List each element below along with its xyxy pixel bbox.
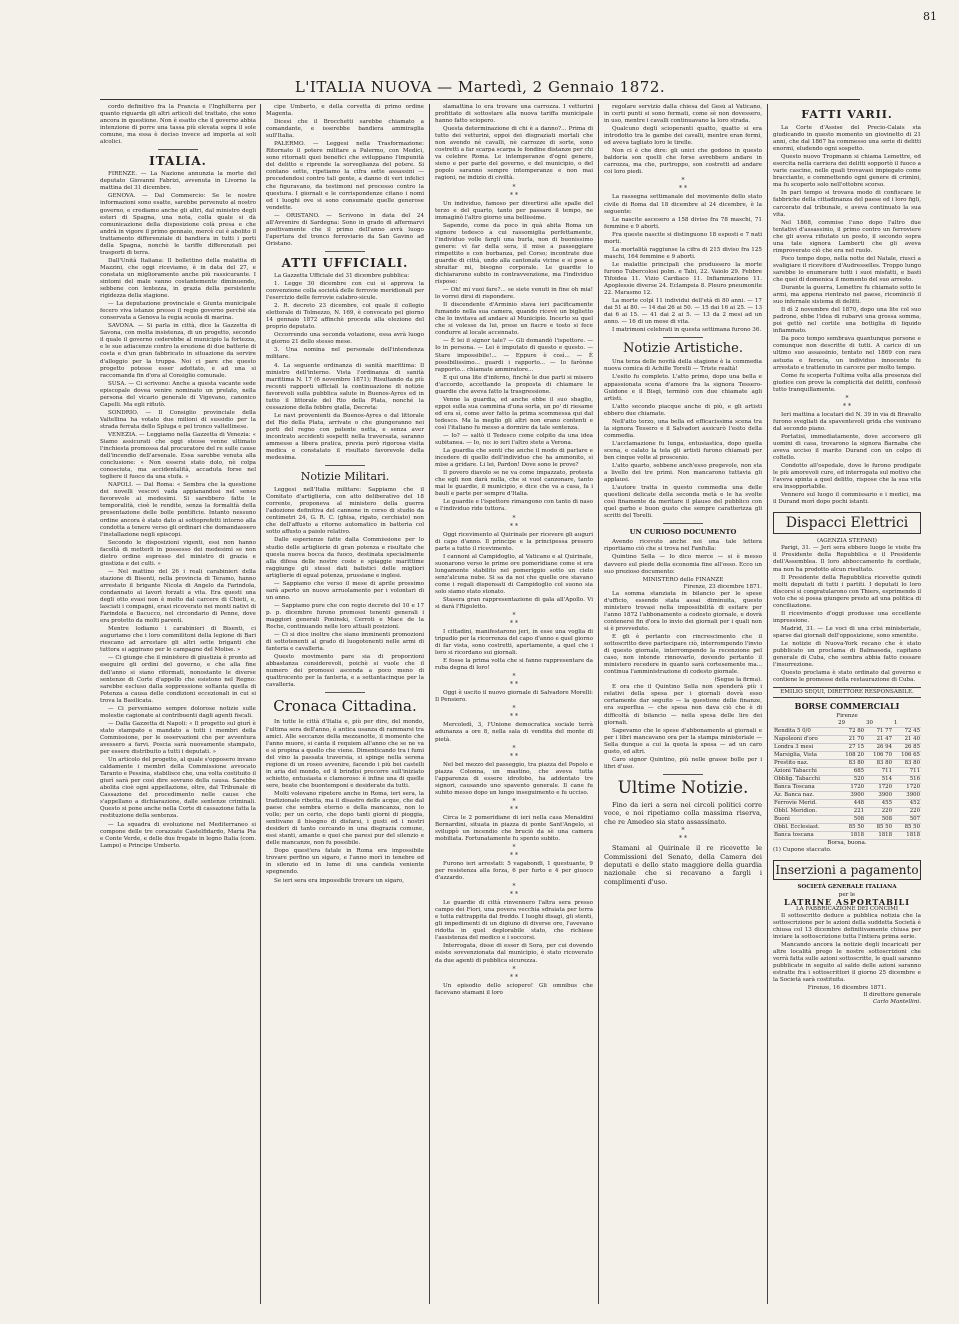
paragraph: cordo definitivo fra la Francia e l'Inghilterra per quanto riguarda gli altri articoli del trattato, che sono ancora in questione. Non è esatto che il governo abbia intenzione di porre una tassa più elevata sopra il sole comune, ma essa è deciso invece ad imporla ai soli alcolici. bbox=[100, 104, 256, 146]
table-cell: 106 65 bbox=[893, 752, 921, 760]
paragraph: La guardia che senti che anche il modo di parlare e incedere di quello dell'individuo che ha ammonito, si mise a gridare. Li lei, Pardon! Dove sono le prove? bbox=[435, 448, 593, 469]
paragraph: Condotto all'ospedale, dove le furono prodigate le più amorevoli cure, ed interrogata sul motivo che l'aveva spinta a quel delitto, rispose che la sua vita era insopportabile. bbox=[773, 463, 921, 491]
divider bbox=[325, 251, 365, 252]
separator-asterisks: * * * bbox=[843, 394, 851, 410]
paragraph: cipe Umberto, e della corvetta di primo ordine Magenta. bbox=[266, 104, 424, 118]
separator-asterisks: * * * bbox=[510, 673, 518, 689]
table-header-row bbox=[773, 720, 921, 728]
paragraph: — Oh! mi vuoi fare?... se siete venuti in fine oh mia! lo vorrei dirsi di rispondere. bbox=[435, 287, 593, 301]
paragraph: Il sottoscritto deduce a pubblica notizia che la sottoscrizione per le azioni della suddetta Società è chiusa col 13 dicembre definitivamente chiusa per inviare la sottoscrizione tutta l'intiera prima serie. bbox=[773, 912, 921, 940]
section-heading-documento: UN CURIOSO DOCUMENTO bbox=[629, 528, 737, 537]
table-cell: 685 bbox=[837, 768, 865, 776]
table-cell: 221 bbox=[837, 808, 865, 816]
paragraph: Le guardie di città rinvennero l'altra sera presso campo dei Fiori, una povera vecchia sdraiata per terra e tutta rattrappita dal freddo. I luoghi disagi, gli stenti, gli impedimenti di un digiuno di diverse ore, l'avevano ridotta in quel deplorabile stato, che richiese l'assistenza del medico e i soccorsi. bbox=[435, 900, 593, 942]
paragraph: E qui una lite d'inferno, finchè le due parti si misero d'accordo, accettando la proposta di chiamare le guardie che aveva fatto la trasgressione. bbox=[435, 374, 593, 395]
divider bbox=[158, 149, 198, 150]
table-cell: Marsiglia, Vista bbox=[773, 752, 837, 760]
paragraph: Il ricevimento d'oggi produsse una eccellente impressione. bbox=[773, 610, 921, 624]
paragraph: — La deputazione provinciale e Giunta municipale fecero viva istanze presso il regio governo perchè sia conservata a Genova la regia scuola di marina. bbox=[100, 301, 256, 322]
table-cell: 83 80 bbox=[837, 760, 865, 768]
table-cell: Obbl. Ecclesiast. bbox=[773, 824, 837, 832]
paragraph: Questo proclama è stato ordinato dal governo e contiene le promesse della restaurazione di Cuba. bbox=[773, 670, 921, 684]
table-cell: 514 bbox=[865, 776, 893, 784]
paragraph: E gli è pertanto con rincrescimento che il sottoscritto deve partecipare ciò, interrompendo l'invio di questo giornale, interrompendo la recenzione pel caso, non intende rinnovarlo, dovendo pertanto il ministero recedere in quanto sarà cortesemente ma... continua l'amministrazione di codesto giornale. bbox=[604, 634, 762, 676]
paragraph: — Io? — saltò il Tedesco come colpito da una idea subitanea. — Io, no: io ieri l'altro stete a Verona. bbox=[435, 433, 593, 447]
table-row bbox=[773, 776, 921, 784]
paragraph: regolare servizio dalla chiesa del Gesù al Vaticano, in certi punti si sono fermati, come sè non dovessero, in uso, mentre i cavalli continuavano la loro strada. bbox=[604, 104, 762, 125]
table-row bbox=[773, 816, 921, 824]
table-cell: 108 20 bbox=[837, 752, 865, 760]
ad-title: LATRINE ASPORTABILI bbox=[783, 896, 910, 907]
table-cell: Prestito naz. bbox=[773, 760, 837, 768]
paragraph: Molti volevano ripetere anche in Roma, ieri sera, la tradizionale ribotta, ma il disastro delle acque, che dal paese che sembra eterno e della mancanza, non lo volle; per un certo, che dopo tanti giorni di pioggia, sentivano il bisogno di disfarsi, i gusti ed i nostri desideri di tanto cercando in una disgrazia comune, essi stanti, amante e quei che paresi pur del silenzio e delle mancanze, non fu possibile. bbox=[266, 790, 424, 847]
paragraph: Un individuo, famoso per divertirsi alle spalle del terzo e del quarto, tanto per passare il tempo, ne immaginò l'altro giorno una bellissime. bbox=[435, 200, 593, 221]
section-heading-militari: Notizie Militari. bbox=[300, 470, 390, 484]
ad-date: Firenze, 16 dicembre 1871. bbox=[807, 985, 887, 992]
paragraph: SONDRIO. — Il Consiglio provinciale della Valtellina ha votato due milioni di sussidio per la strada ferrata dello Spluga e pel tronco valtellinese. bbox=[100, 409, 256, 430]
paragraph: Questo nuovo Tropmann si chiama Lemettre, ed esercita nella carriera dei delitti sopportò il fuoco a varie cascine, nelle quali trovavasi impiegato come bracciante, e commettendo ogni genere di crimini, ma fu scoperto solo nell'ottobre scorso. bbox=[773, 154, 921, 189]
column-2 bbox=[266, 104, 424, 1304]
document-date: Firenze, 23 dicembre 1871. bbox=[683, 583, 762, 590]
divider bbox=[325, 692, 365, 693]
stock-table-body bbox=[773, 728, 921, 840]
table-cell: 71 77 bbox=[865, 728, 893, 736]
paragraph: Fra queste nascite si distinguono 18 esposti e 7 nati morti. bbox=[604, 231, 762, 245]
table-row bbox=[773, 728, 921, 736]
paragraph: Le notizie di Nuova-York recano che è stato pubblicato un proclama di Balmaseda, capitano generale di Cuba, che sembra abbia fatto cessare l'insurrezione. bbox=[773, 641, 921, 669]
paragraph: 2. R. decreto 23 dicembre, col quale il collegio elettorale di Tolmezzo, N. 169, è convocato pel giorno 14 gennaio 1872 affinchè proceda alla elezione del proprio deputato. bbox=[266, 303, 424, 331]
paragraph: Stasera gran rappresentazione di gala all'Apollo. Vi si darà l'Rigoletto. bbox=[435, 596, 593, 610]
paragraph: Le navi provenienti da Buenos-Ayres e dal littorale del Rio della Plata, arrivate o che giungeranno nei porti del regno con patente netta, e senza aver incontrato accidenti sospetti nella traversata, saranno ammesse a libera pratica, previa però rigorosa visita medica e constatato il risultato favorevole della medesima. bbox=[266, 412, 424, 462]
paragraph: — Ci si dice inoltre che siano imminenti promozioni di sottotenenti al grado di luogotenenti nelle armi di fanteria e cavalleria. bbox=[266, 632, 424, 653]
table-cell: 711 bbox=[865, 768, 893, 776]
ad-subtitle: LA FABBRICAZIONE DEI CONCIMI bbox=[795, 905, 899, 912]
table-cell: 21 70 bbox=[837, 736, 865, 744]
paragraph: Oggi ricevimento al Quirinale per ricevere gli auguri di capo d'anno. Il principe e la principessa presero parte a tutto il ricevimento. bbox=[435, 531, 593, 552]
paragraph: Non ci è che dire: gli unici che godono in questo baldoria son quelli che forse avrebbero andare in carrozza, ma che, purtroppo, son costretti ad andare coi loro piedi. bbox=[604, 148, 762, 176]
table-cell: Rendita 5 0/0 bbox=[773, 728, 837, 736]
paragraph: La rassegna settimanale del movimento dello stato civile di Roma dal 18 dicembre al 24 dicembre, è la seguente: bbox=[604, 194, 762, 215]
paragraph: Mentre lodiamo i carabinieri di Bisenti, ci auguriamo che i loro commilitoni della legione di Bari riescano ad arrestare gli altri sette briganti che tuttora si aggirano per le campagne del Molise. » bbox=[100, 626, 256, 654]
paragraph: Dalle esperienze fatte dalla Commissione per lo studio delle artiglierie di gran potenza e risultate che questa nuova bocca da fuoco, destinata specialmente alla difesa delle nostre coste e spiaggie marittime raggiunge gli stessi dati balistici delle migliori artiglierie di egual potenza, prussiane e inglesi. bbox=[266, 537, 424, 579]
table-cell: 220 bbox=[865, 808, 893, 816]
section-heading-cronaca: Cronaca Cittadina. bbox=[273, 697, 417, 716]
paragraph: Quintino Sella — Io dico merce — si è messo davvero sul piede della economia fine all'osso. Ecco un suo prezioso documento: bbox=[604, 554, 762, 575]
separator-asterisks: * * * bbox=[510, 797, 518, 813]
paragraph: Poco tempo dopo, nella notte del Natale, riuscì a svaligiare il ricevitore d'Audresselles. Troppo lungo sarebbe lo enumerare tutti i suoi misfatti, e basti che quei di domenica il momento del suo arresto. bbox=[773, 255, 921, 283]
paragraph: Un articolo del progetto, al quale s'opposero invano caldamente i membri della Commissione avvocato Taranto e Pessina, stabilisce che, una volta costituito il giurì sarà per così dire sovrano della causa. Sarebbe abolita cioè ogni appellazione, oltre, dal Tribunale di Cassazione del procedimento nelle cause che s'appellano a dichiarazione, dalle sentenze criminali. Questo si pone anche nella Corte di cassazione fatta la restituzione della sentenza. bbox=[100, 757, 256, 820]
table-cell: Banca toscana bbox=[773, 832, 837, 840]
paragraph: Durante la guerra, Lemettre fu chiamato sotto le armi, ma appena rientrato nel paese, ricominciò il suo infernale sistema di delitti. bbox=[773, 285, 921, 306]
table-cell: 508 bbox=[837, 816, 865, 824]
paragraph: Secondo le disposizioni vigenti, essi non hanno facoltà di metterli in possesso dei medesimi se non dietro ordine espresso del ministro di grazia e giustizia e dei culti. » bbox=[100, 539, 256, 567]
table-cell: 83 80 bbox=[865, 760, 893, 768]
paragraph: Dall'Unità Italiana: Il bollettino della malattia di Mazzini, che oggi riceviamo, è in data del 27, e constata un miglioramento anche più rassicurante. I sintomi del male vanno costantemente diminuendo, sebbene con lentezza, in grazia della persistente rigidezza della stagione. bbox=[100, 257, 256, 300]
ad-company: SOCIETÀ GENERALE ITALIANA bbox=[797, 884, 897, 891]
paragraph: L'acclamazione fu lunga, entusiastica, dopo quella scena, e calato la tela gli artisti furono chiamati per ben cinque volte al proscenio. bbox=[604, 440, 762, 461]
table-cell: Obbl. Meridion. bbox=[773, 808, 837, 816]
table-cell: 520 bbox=[837, 776, 865, 784]
paragraph: SAVONA. — Si parla in città, dice la Gazzetta di Savona, con molta insistenza, di un progetto, secondo il quale il governo cederebbe al municipio la fortezza, e le sue adiacenze contro la erezione di due batterie di costa e d'un gran fabbricato in situazione da servire d'alloggio per la truppa. Noi ci pare che questo progetto potesse esser adottato, e ad una si raccomanda fin d'ora al Consiglio comunale. bbox=[100, 323, 256, 379]
table-cell: 26 94 bbox=[865, 744, 893, 752]
table-header: 29 bbox=[837, 720, 865, 728]
table-cell: 507 bbox=[893, 816, 921, 824]
paragraph: La somma stanziata in bilancio per le spese d'ufficio, essendo stata assai diminuita, questo ministero trovasi nella impossibilità di esitare per l'anno 1872 l'abbonamento a codesto giornale, e dovrà contenersi fin d'ora lo invio dei giornali per i quali non si è provveduto. bbox=[604, 590, 762, 632]
paragraph: Mercoledì, 3, l'Unione democratica sociale terrà adunanza a ore 8, nella sala di vendita del monte di pietà. bbox=[435, 722, 593, 743]
paragraph: In tutte le città d'Italia e, più per dire, del mondo, l'ultima sera dell'anno, è antica usanza di rammarsi tra amici. Alle seccanze della mezzanotte, il momento che l'anno muore, si canta il requiem all'anno che se ne va e si propina a quello che viene. Dimenticando tra i fumi del vino la passata traversia, si spinge nella serena regione di un roseo avvenire, facendo i più bei castelli in aria del mondo, ed il brindisi precorre sull'iniziato schietto, entusiasta e clamoroso: è infine una di quelle sere, beate che buontemponi e desiderate da tutti. bbox=[266, 719, 424, 789]
paragraph: — Sappiamo che verso il mese di aprile prossimo sarà aperto un nuovo arruolamento per i volontari di un anno. bbox=[266, 580, 424, 601]
section-heading-ultime: Ultime Notizie. bbox=[617, 777, 749, 798]
ad-signature-name: Carlo Mantellini. bbox=[873, 999, 921, 1006]
section-heading-borse: BORSE COMMERCIALI bbox=[794, 701, 900, 712]
paragraph: Fino da ieri a sera nei circoli politici corre voce, e noi ripetiamo colla massima riserva, che re Amedeo sia stato assassinato. bbox=[604, 800, 762, 826]
table-cell: 72 80 bbox=[837, 728, 865, 736]
paragraph: — È lei il signor tale? — Gli domandò l'ispettore. — Io in persona. — Lei è imputato di questo e questo. — Stare impossibile!... — Eppure è così... — È possibilissimo... guardi i rapporto... — Io farònne rapporto... chiamate ammiratore... bbox=[435, 338, 593, 373]
table-row bbox=[773, 744, 921, 752]
borse-footnote: (1) Cupone staccato. bbox=[773, 847, 832, 854]
table-row bbox=[773, 760, 921, 768]
paragraph: Sapevamo che le spese d'abbonamento ai giornali e per i libri mancavano ora per la stampa ministeriale — Sella dunque a cui la quota la spesa — ad un caro gusto, ed altri. bbox=[604, 727, 762, 755]
table-cell: 448 bbox=[837, 800, 865, 808]
paragraph: Portatisi, immediatamente, dove accorsero gli uomini di casa, trovarono la signora Barnaba che aveva ucciso il marito Durand con un colpo di coltello. bbox=[773, 433, 921, 462]
paragraph: La morte colpì 11 individui dell'età di 80 anni. — 17 dai 51 ai 80. — 14 dai 26 ai 50. — 15 dai 16 ai 25. — 13 dai 6 ai 15. — 41 dai 2 ai 5. — 13 da 2 mesi ad un anno. — 16 di un mese di vita. bbox=[604, 298, 762, 326]
divider bbox=[663, 523, 703, 524]
paragraph: Questo movimento pare sia di proporzioni abbastanza considerevoli, poichè si vuole che il numero dei promossi ascenda a poco meno di quattrocento per la fanteria, e a settantacinque per la cavalleria. bbox=[266, 654, 424, 689]
paragraph: Parigi, 31. — Jeri sera ebbero luogo le visite fra il Presidente della Repubblica e il Presidente dell'Assemblea. Il loro abboccamento fu cordiale, ma non ha prodotto alcun risultato. bbox=[773, 545, 921, 573]
column-5 bbox=[773, 104, 921, 1304]
table-cell: Napoleoni d'oro bbox=[773, 736, 837, 744]
table-cell: Az. Banca naz. bbox=[773, 792, 837, 800]
column-3 bbox=[435, 104, 593, 1304]
table-cell: 1720 bbox=[893, 784, 921, 792]
table-row bbox=[773, 800, 921, 808]
table-cell: 3900 bbox=[837, 792, 865, 800]
document-header: MINISTERO delle FINANZE bbox=[642, 576, 724, 583]
table-cell: 85 50 bbox=[837, 824, 865, 832]
column-1 bbox=[100, 104, 256, 1304]
paragraph: VENEZIA. — Leggiamo nella Gazzetta di Venezia: « Siamo assicurati che oggi stesse venne ultimato l'inchiesta promossa dal procuratore del re sulle cause dell'incendio dell'arsenale. Essa sarebbe venuta alla conclusione: « Non essersi stato dolo, nè colpa conosciuta, ma accidentalità, accaduta forse nel togliere il fuoco da una stufa. » bbox=[100, 431, 256, 481]
paragraph: E ora che il Quintino Sella non spenderà più i relativi della spesa per i giornali dovrà esso certamente dar seguito — la questione delle finanze, era superflua — che spesa non dava ciò che è di difficoltà di bilancio — nella spesa delle lire dei giornali. bbox=[604, 684, 762, 726]
paragraph: Le guardie e l'ispettore rimangono con tanto di naso e l'individuo ride tuttora. bbox=[435, 499, 593, 513]
table-header bbox=[773, 720, 837, 728]
paragraph: — Nel mattino del 26 i reali carabinieri della stazione di Bisenti, nella provincia di Teramo, hanno arrestato il brigante Nicola di Angelo da Farindola, condannato ai lavori forzati a vita. Era questi una degli otto evasi non è molto dal carcere di Chieti, e, lasciati i compagni, erasi ricoverato nei monti nativi di Farindola e Bacucco, nel circondario di Penne, dove era protetto da molti parenti. bbox=[100, 568, 256, 625]
column-rule bbox=[429, 104, 430, 1304]
paragraph: Una terza delle novità della stagione è la commedia nuova comica di Achille Torelli — Triste realtà! bbox=[604, 359, 762, 373]
divider bbox=[663, 337, 703, 338]
separator-asterisks: * * * bbox=[510, 183, 518, 199]
table-cell: 21 40 bbox=[893, 736, 921, 744]
paragraph: Qualcuno degli scioperanti quatto, quatto si era introdotto tra le gambe dei cavalli, mentre eran fermi, ed aveva tagliato loro le tirelle. bbox=[604, 126, 762, 147]
ad-signature-title: Il direttore generale bbox=[863, 992, 921, 999]
separator-asterisks: * * * bbox=[679, 827, 687, 843]
table-cell: 516 bbox=[893, 776, 921, 784]
separator-asterisks: * * * bbox=[510, 965, 518, 981]
borse-note: Borsa, buona. bbox=[827, 840, 867, 847]
table-cell: 72 45 bbox=[893, 728, 921, 736]
table-cell: 1818 bbox=[865, 832, 893, 840]
paragraph: Dicesi che il Brocchetti sarebbe chiamato a comandante, e isserebbe bandiera ammiraglia sull'Italia. bbox=[266, 119, 424, 140]
section-heading-italia: ITALIA. bbox=[149, 154, 207, 169]
paragraph: L'esito fu completo. L'atto primo, dopo una bella e appassionata scena d'amore fra la signora Tessero-Guidone e il Bisgi, terminò con due chiamate agli artisti. bbox=[604, 374, 762, 402]
table-row bbox=[773, 832, 921, 840]
borse-place: Firenze bbox=[836, 713, 858, 720]
paragraph: Leggesi nell'Italia militare: Sappiamo che il Comitato d'artiglieria, con atto deliberativo del 18 corrente, proponeva al ministero della guerra l'adozione definitiva del cannone in corso di studio da centimetri 24, G. R. C. (ghisa, rigato, cerchiato) non che dell'affusto a ritorno automatico in batteria col sotto affusto a paiolo relativo. bbox=[266, 487, 424, 536]
section-heading-inserzioni: Inserzioni a pagamento bbox=[773, 860, 921, 880]
table-cell: 85 50 bbox=[865, 824, 893, 832]
paragraph: Circa le 2 pomeridiane di ieri nella casa Menaldini Bernardini, situata in piazza di ponte Sant'Angelo, si sviluppò un incendio che bruciò da sè una camera mobiliata. Fortunatamente fu spento subito. bbox=[435, 814, 593, 842]
paragraph: slamattina lo era trovare una carrozza. I vetturini profittato di sottostare alla nuova tariffa municipale hanno fatto sciopero. bbox=[435, 104, 593, 125]
paragraph: SUSA. — Ci scrivono: Anche a questa vacante sede episcopale dovea venire nominato un prelato, nella persona del vicario generale di Vigevano, canonico Capelli. Ma egli rifiutò. bbox=[100, 380, 256, 408]
paragraph: Interrogata, disse di esser di Sora, per cui dovendo esiste sovvenzionata dal municipio, è stato ricoverato da due agenti di pubblica sicurezza. bbox=[435, 943, 593, 964]
paragraph: Nel bel mezzo del passeggio, tra piazza del Popolo e piazza Colonna, un mastino, che aveva tutta l'apparenza di essere idrofobo, ha addentato tre signori, causando uno spavento generale. Il cane fu subito messo dopo un lungo inseguimento e fu ucciso. bbox=[435, 761, 593, 796]
paragraph: PALERMO. — Leggesi nella Trasformazione: Ritornato il potere militare a Palermo, con Medici, sono ritornati quei benefici che sviluppano l'impunità del delitto e riprende la sorveglianza del potere. Si contano sette, ripetiamo la cifra sette assassini — precedendosi contro tali gente, a danno di veri infelici che figuravano, da testimoni nel processo contro la questura. I giornali e le corrispondenze citano i nomi ed i luoghi ove si sono consumate quelle generose vendette. bbox=[266, 141, 424, 211]
table-cell: Ferrovie Merid. bbox=[773, 800, 837, 808]
paragraph: — ORISTANO. — Scrivono in data del 24 all'Avvenire di Sardegna: Sono in grado di affermarvi positivamente che il primo dell'anno avrà luogo l'apertura del tronco ferroviario da San Gavino ad Oristano. bbox=[266, 212, 424, 247]
table-cell: 711 bbox=[893, 768, 921, 776]
section-heading-atti: ATTI UFFICIALI. bbox=[281, 255, 409, 270]
paragraph: 4. La seguente ordinanza di sanità marittima: Il ministro dell'interno. Vista l'ordinanza di sanità marittima N. 17 (6 novembre 1871); Risultando da più recenti rapporti ufficiali la continuazione di notizie favorevoli sulla pubblica salute in Buenos-Ayres ed in tutto il littorale del Rio della Plata, nonché la cessazione della febbre gialla, Decreta: bbox=[266, 362, 424, 411]
divider bbox=[663, 774, 703, 775]
table-cell: Banca Toscana bbox=[773, 784, 837, 792]
paragraph: Le nascite ascesero a 158 diviso fra 78 maschi, 71 femmine e 9 aborti. bbox=[604, 216, 762, 230]
table-row bbox=[773, 792, 921, 800]
document-signature: (Segue la firma). bbox=[714, 677, 762, 684]
paragraph: Madrid, 31. — Le voci di una crisi ministeriale, sparse dai giornali dell'opposizione, sono smentite. bbox=[773, 625, 921, 639]
table-cell: 3900 bbox=[865, 792, 893, 800]
stock-table bbox=[773, 720, 921, 840]
paragraph: E fosse la prima volta che si fanno rappresentare da ruba degna di loro! bbox=[435, 658, 593, 672]
dispatch-source: (AGENZIA STEFANI) bbox=[817, 538, 877, 545]
paragraph: Da poco tempo sembrava quantunque persone e comunque non descritte di tutti. A carico di un ultimo suo assassinio, tentato nel 1869 con rara astuzia e ferocia, un individuo innocente fu arrestato e trattenuto in carcere per molto tempo. bbox=[773, 336, 921, 371]
paragraph: Nel 1868, commise l'uno dopo l'altro due tentativi d'assassinio, il primo contro un ferroviere che gli aveva rifiutato un posto, il secondo sopra una tale signora Lamberti che gli aveva rimproverato ciò che era nel ruolo. bbox=[773, 219, 921, 254]
table-cell: 1720 bbox=[865, 784, 893, 792]
paragraph: Il dì 2 novembre del 1870, dopo una lite col suo padrone, ebbe l'idea di rubarvi una grossa somma, poi gettò nel cortile una bottiglia di liquido infiammato. bbox=[773, 307, 921, 335]
paragraph: GENOVA. — Dal Commercio: Se le nostre informazioni sono esatte, sarebbe pervenuto al nostro governo, e crediamo anche gli altri, dal ministro degli esteri di Spagna, una nota, colla quale si dà comunicazione della disposizione colà presa e che andrà in vigore il primo gennaio, mercè cui è abolito il trattamento differenziale di bandiera in tutti i porti della Spagna, nonchè le tariffe differenziali pei trasporti di terra. bbox=[100, 193, 256, 256]
column-4 bbox=[604, 104, 762, 1304]
separator-asterisks: * * * bbox=[510, 744, 518, 760]
table-cell: 1818 bbox=[893, 832, 921, 840]
paragraph: Un episodio dello sciopero! Gli omnibus che facevano stamani il loro bbox=[435, 982, 593, 996]
table-cell: 26 85 bbox=[893, 744, 921, 752]
table-cell: 220 bbox=[893, 808, 921, 816]
table-cell: Obblig. Tabacchi bbox=[773, 776, 837, 784]
separator-asterisks: * * * bbox=[679, 177, 687, 193]
table-cell: 85 50 bbox=[893, 824, 921, 832]
paragraph: Come fu scoperta l'ultima volta alla presenza del giudice con prove la complicità dei delitti, confessò tutto tranquillamente. bbox=[773, 372, 921, 393]
paragraph: Le malattie principali che produssero la morte furono Tubercolosi polm. e Tabi, 22. Vaiolo 29. Febbre Tifoidea 11. Vizio Cardiaco 11. Infiammazione 11. Apoplessie diverse 24. Eclampsia 8. Pleuro pneumonite 22. Marasmo 12. bbox=[604, 261, 762, 297]
masthead-rule bbox=[100, 99, 860, 100]
page-number: 81 bbox=[923, 10, 937, 23]
paragraph: — Ci perveniamo sempre dolorose notizie sulle molestie cagionate ai contribuenti dagli agenti fiscali. bbox=[100, 705, 256, 719]
table-row bbox=[773, 736, 921, 744]
paragraph: Vennero sul luogo il commissario e i medici, ma il Durand morì dopo pochi istanti. bbox=[773, 492, 921, 506]
table-row bbox=[773, 808, 921, 816]
paragraph: Sapendo, come da poco in quà abita Roma un signore tedesco a cui rassomiglia perfettamente, l'individuo volle fargli una burla, non di buonissimo genere: vi far della sera, il mise a passeggiare rimpettito e con burbanza, pel Corso; incontrate due guardie di città, undo alla cantonata vicine e si pose a sbraitar mi, bisogno corporale. Le guardie lo dichiararono subito in contravvenzione, ma l'individuo rispose: bbox=[435, 222, 593, 286]
section-heading-dispacci: Dispacci Elettrici bbox=[773, 512, 921, 534]
table-row bbox=[773, 768, 921, 776]
masthead: L'ITALIA NUOVA — Martedì, 2 Gennaio 1872. bbox=[294, 78, 666, 96]
paragraph: — Dalla Gazzetta di Napoli: « Il progetto sul giurì è stato stampato e mandato a tutti i membri della Commissione, per le osservazioni che per avventura avessero a farvi. Poscia sarà nuovamente stampato, per essere distribuito a tutti i deputati. » bbox=[100, 720, 256, 756]
separator-asterisks: * * * bbox=[510, 843, 518, 859]
section-heading-artistiche: Notizie Artistiche. bbox=[623, 341, 743, 357]
section-heading-fatti: FATTI VARII. bbox=[801, 108, 893, 121]
table-cell: 452 bbox=[893, 800, 921, 808]
paragraph: Ieri mattina a locatari del N. 39 in via di Bravallo furono svegliati da spaventevoli grida che venivano dal secondo piano. bbox=[773, 411, 921, 432]
paragraph: Avendo ricevuto anche noi una tale lettera riportiamo ciò che si trova nel Fanfulla: bbox=[604, 539, 762, 553]
paragraph: — Ci giunge che il ministero di giustizia è pronto ad eseguire gli ordini del governo, e che alla fine dell'anno si siano riformati, nonostante le diverse sentenze di Corte d'appello che esistono nel Regno: sarebbe escluso dalla soppressione soltanta quella di Potenza a causa delle condizioni eccezionali in cui si trova la Basilicata. bbox=[100, 655, 256, 704]
column-rule bbox=[260, 104, 261, 1304]
table-row bbox=[773, 824, 921, 832]
paragraph: FIRENZE. — La Nazione annunzia la morte del deputato Giovanni Fabrizi, avvenuta in Livorno la mattina del 31 dicembre. bbox=[100, 171, 256, 192]
paragraph: Venne la guardia, ed anche ebbe il suo sbaglio, eppoi sulla sua cammina d'una sorta, un po' di riesame ed era sì, come aver fatto la prima scommessa qui dal tedesco. Ma la meglio gli altri non erano contenti e così l'italiano fu messo a dormire da tale sentenza. bbox=[435, 396, 593, 431]
paragraph: Mancando ancora la notizie degli incaricati per altre località prego le nostre sottoscrizioni che verrà fatta sulle azioni sottoscritte, le quali saranno pubblicate in seguito al saldo delle azioni saranno estratte fra i sottoscrittori il giorno 25 dicembre e la Società sarà costituita. bbox=[773, 941, 921, 984]
table-row bbox=[773, 784, 921, 792]
table-cell: 83 80 bbox=[893, 760, 921, 768]
column-rule bbox=[767, 104, 768, 1304]
table-cell: 27 15 bbox=[837, 744, 865, 752]
paragraph: Stamani al Quirinale il re ricevette le Commissioni del Senato, della Camera dei deputati e dello stato maggiore della guardia nazionale che si recavano a fargli i complimenti d'uso. bbox=[604, 844, 762, 886]
paragraph: L'autore tratta in questo commedia una delle questioni delicate della seconda metà e le ha svolte così finamente da meritare il plauso del pubblico con quel garbo e buon gusto che sempre caratterizza gli scritti del Torelli. bbox=[604, 485, 762, 520]
table-cell: 3900 bbox=[893, 792, 921, 800]
paragraph: 1. Legge 30 dicembre con cui si approva la convenzione colla società delle ferrovie meridionali per l'esercizio delle ferrovie calabro-sicule. bbox=[266, 280, 424, 302]
paragraph: I cittadini, manifestarono jeri, in esse una voglia di tripudio per la ricorrenza del capo d'anno e quel giorno di far vista, sono costretti, apertamente, a quel che i loro si ricordano sui giornali. bbox=[435, 629, 593, 657]
table-cell: 455 bbox=[865, 800, 893, 808]
ad-per: per le bbox=[838, 891, 856, 898]
table-header: 30 bbox=[865, 720, 893, 728]
table-cell: Buoni bbox=[773, 816, 837, 824]
paragraph: Dopo quest'era fatale in Roma era impossibile trovare perfino un sigaro, e l'anno morì in tenebre ed in silenzio ed in lume di una candela veniente spegnendo. bbox=[266, 848, 424, 876]
separator-asterisks: * * * bbox=[510, 514, 518, 530]
table-cell: 1720 bbox=[837, 784, 865, 792]
paragraph: Oggi è uscito il nuovo giornale di Salvadore Morelli: Il Pensiero. bbox=[435, 690, 593, 704]
paragraph: Il Presidente della Repubblica ricevette quindi molti deputati di tutti i partiti. I deputati lo loro discorsi si congratularono con Thiers, esprimendo il voto che si possa giungere presto ad una politica di conciliazione. bbox=[773, 574, 921, 609]
column-rule bbox=[598, 104, 599, 1304]
paragraph: Se ieri sera era impossibile trovare un sigaro, bbox=[274, 877, 405, 884]
table-cell: Azioni Tabacchi bbox=[773, 768, 837, 776]
paragraph: L'atto quarto, sebbene anch'esso pregevole, non sta a livello dei tre primi. Non mancarono tuttavia gli applausi. bbox=[604, 463, 762, 484]
table-cell: Londra 3 mesi bbox=[773, 744, 837, 752]
paragraph: NAPOLI. — Dal Roma: « Sembra che la questione dei novelli vescovi vada appianandosi nel senso favorevole ai medesimi. Si sarebbero fatte le temporalità, cioè le rendite, senza la formalità della presentazione delle bolle pontificie. Intanto nessuno ordine ancora è stato dato ai sottoprefetti intorno alla condotta a tenere verso gli ordinari che domandassero l'installazione negli episcopi. bbox=[100, 482, 256, 538]
paragraph: La mortalità raggiunse la cifra di 215 diviso fra 125 maschi, 164 femmine e 9 aborti. bbox=[604, 246, 762, 260]
divider bbox=[325, 465, 365, 466]
table-header: 1 bbox=[893, 720, 921, 728]
paragraph: La Gazzetta Ufficiale del 31 dicembre pubblica: bbox=[274, 272, 410, 279]
paragraph: Il discendente d'Arminio stava ieri pacificamente fumando nella sua camera, quando ricevè un biglietto che lo invitava ad andare al Municipio. Incerto su quel che si volesse da lui, prese un fiacre e tosto si fece condurre al locale accennato. bbox=[435, 302, 593, 337]
paragraph: I matrimoni celebrati in questa settimana furono 36. bbox=[612, 327, 762, 334]
separator-asterisks: * * * bbox=[510, 705, 518, 721]
separator-asterisks: * * * bbox=[510, 883, 518, 899]
separator-asterisks: * * * bbox=[510, 612, 518, 628]
paragraph: I cannoni al Campidoglio, al Vaticano e al Quirinale, suonarono verso le prime ore pomeridiane come si era lungamente stabilito nel pomeriggio sotto un cielo senz'alcuna nube. Si sa da noi che quelle ore stavano come i regali dispensati di Campidoglio col suono sia solo siamo stato stonato. bbox=[435, 553, 593, 595]
paragraph: La Corte d'Assise del Precio-Calais sta giudicando in questo momento un giovinetto di 21 anni, che dal 1867 ha commesso una serie di delitti enormi, eludendo ogni sospetto. bbox=[773, 125, 921, 153]
paragraph: Questa determinazione di chi è a danno?... Prima di tutto dei vetturini, eppoi dei disgraziati mortali che non avendo nè cavalli, nè carrozze di sorte, sono costretti a far scarpa scarpa le fondine distanze per chi va celebre Roma. Le intemperanze d'ogni genere, sieno e per parte del governo, e del municipio, o del popolo saranno sempre intemperanze e non mai ragioni, ne indizio di civiltà. bbox=[435, 126, 593, 182]
paragraph: 3. Una nomina nel personale dell'intendenza militare. bbox=[266, 347, 424, 361]
paragraph: Il povero diavolo se ne va come impazzato, protesta che egli non darà nulla, che si vuol canzonare, tanto mai le guardie, il municipio, e dice che va a casa, fa i bauli e parte per sempre d'Italia. bbox=[435, 470, 593, 498]
paragraph: — La squadra di evoluzione nel Mediterraneo si compone delle tre corazzate Castelfidardo, Maria Pia e Conte Verde, e delle due fregate in legno Italia (com. Lampo) e Principe Umberto. bbox=[100, 821, 256, 849]
table-cell: 106 70 bbox=[865, 752, 893, 760]
paragraph: Furono ieri arrestati: 5 vagabondi, 1 questuante, 9 per resistenza alla forza, 6 per furto e 4 per giuoco d'azzardo. bbox=[435, 860, 593, 882]
responsible-editor: EMILIO SEQUI, DIRETTORE RESPONSABILE. bbox=[773, 687, 921, 698]
paragraph: L'atto secondo piacque anche di più, e gli artisti ebbero due chiamate. bbox=[604, 403, 762, 417]
paragraph: In pari tempo si trovava modo di confiscare le fabbriche della cittadinanza del paese ed i loro figli, carcerato dal tribunale, e aveva continuato la sua vita. bbox=[773, 190, 921, 218]
paragraph: Caro signor Quintino, più nelle grasse bolle per i libri d'uso. bbox=[604, 756, 762, 770]
table-cell: 21 47 bbox=[865, 736, 893, 744]
table-cell: 1818 bbox=[837, 832, 865, 840]
table-cell: 508 bbox=[865, 816, 893, 824]
paragraph: Occorrendo una seconda votazione, essa avrà luogo il giorno 21 dello stesso mese. bbox=[266, 332, 424, 346]
table-row bbox=[773, 752, 921, 760]
paragraph: Nell'atto terzo, una bella ed efficacissima scena tra la signora Tessero e il Salvadori assicurò l'esito della commedia. bbox=[604, 418, 762, 439]
paragraph: — Sappiamo pure che con regio decreto del 10 e 17 p. p. dicembre furono promossi tenenti generali i maggiori generali Poninski, Cerroti e Mace de la Roche, continuando nelle loro attuali posizioni. bbox=[266, 602, 424, 631]
